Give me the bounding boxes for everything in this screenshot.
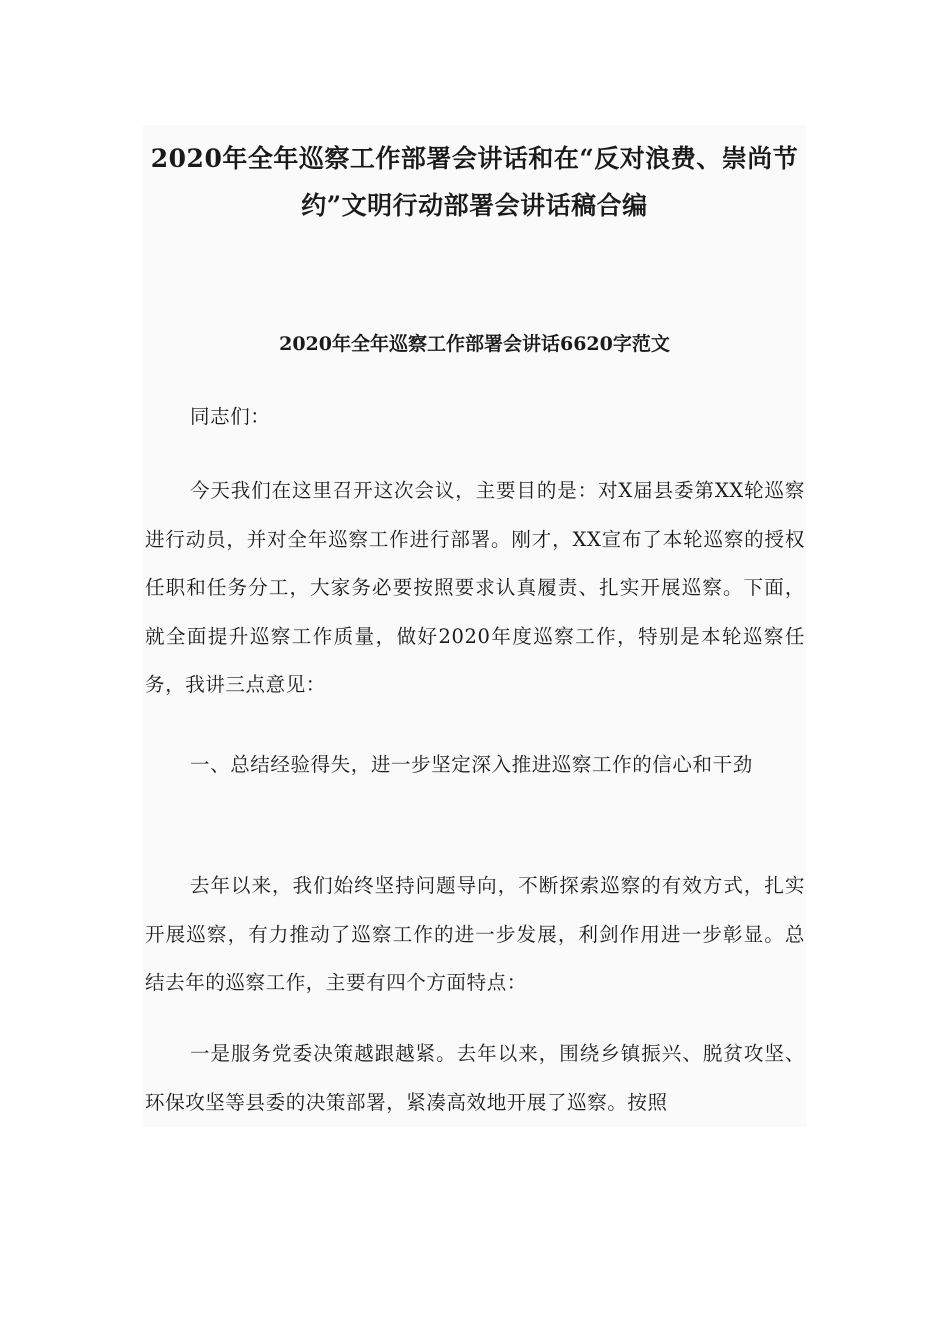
- document-title: 2020年全年巡察工作部署会讲话和在“反对浪费、崇尚节约”文明行动部署会讲话稿合编: [150, 144, 799, 220]
- section-title: 2020年全年巡察工作部署会讲话6620字范文: [279, 333, 670, 355]
- heading-part-one: 一、总结经验得失，进一步坚定深入推进巡察工作的信心和干劲: [190, 753, 753, 776]
- paragraph-intro: 今天我们在这里召开这次会议，主要目的是：对X届县委第XX轮巡察进行动员，并对全年巡察工作进行部署。刚才，XX宣布了本轮巡察的授权任职和任务分工，大家务必要按照要求认真履责、扎实开展巡察。下面，就全面提升巡察工作质量，做好2020年度巡察工作，特别是本轮巡察任务，我讲三点意见：: [145, 479, 805, 696]
- document-page: [143, 125, 806, 1127]
- greeting: 同志们：: [190, 405, 271, 428]
- paragraph-summary: 去年以来，我们始终坚持问题导向，不断探索巡察的有效方式，扎实开展巡察，有力推动了巡察工作的进一步发展，利剑作用进一步彰显。总结去年的巡察工作，主要有四个方面特点：: [145, 874, 805, 994]
- paragraph-point-one: 一是服务党委决策越跟越紧。去年以来，围绕乡镇振兴、脱贫攻坚、环保攻坚等县委的决策部署，紧凑高效地开展了巡察。按照: [145, 1042, 805, 1114]
